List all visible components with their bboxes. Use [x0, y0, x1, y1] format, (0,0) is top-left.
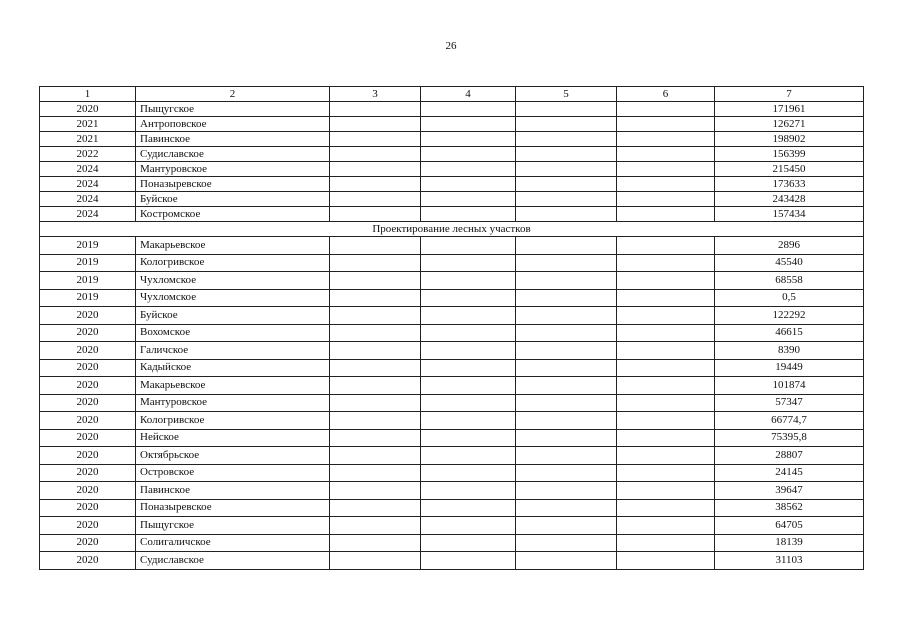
- table-row: [40, 272, 864, 290]
- year-cell: 2020: [40, 377, 136, 395]
- value-cell: 19449: [715, 359, 864, 377]
- forestry-name-cell: Мантуровское: [136, 162, 330, 177]
- table-row: [40, 412, 864, 430]
- empty-cell: [421, 394, 516, 412]
- value-cell: 126271: [715, 117, 864, 132]
- empty-cell: [516, 117, 617, 132]
- empty-cell: [421, 342, 516, 360]
- empty-cell: [516, 254, 617, 272]
- data-table: [39, 86, 864, 570]
- table-row: [40, 499, 864, 517]
- value-cell: 156399: [715, 147, 864, 162]
- page-number: 26: [445, 40, 457, 52]
- empty-cell: [617, 359, 715, 377]
- value-cell: 171961: [715, 102, 864, 117]
- value-cell: 173633: [715, 177, 864, 192]
- value-cell: 45540: [715, 254, 864, 272]
- year-cell: 2019: [40, 237, 136, 255]
- year-cell: 2020: [40, 359, 136, 377]
- empty-cell: [617, 192, 715, 207]
- value-cell: 122292: [715, 307, 864, 325]
- table-row: [40, 207, 864, 222]
- forestry-name-cell: Мантуровское: [136, 394, 330, 412]
- empty-cell: [617, 147, 715, 162]
- empty-cell: [421, 499, 516, 517]
- table-row: [40, 464, 864, 482]
- year-cell: 2019: [40, 254, 136, 272]
- empty-cell: [421, 272, 516, 290]
- year-cell: 2020: [40, 552, 136, 570]
- empty-cell: [617, 132, 715, 147]
- forestry-name-cell: Макарьевское: [136, 237, 330, 255]
- table-row: [40, 307, 864, 325]
- forestry-name-cell: Буйское: [136, 192, 330, 207]
- header-cell: 6: [617, 87, 715, 102]
- table-row: [40, 132, 864, 147]
- empty-cell: [516, 132, 617, 147]
- year-cell: 2022: [40, 147, 136, 162]
- header-cell: 5: [516, 87, 617, 102]
- empty-cell: [516, 237, 617, 255]
- value-cell: 46615: [715, 324, 864, 342]
- year-cell: 2020: [40, 324, 136, 342]
- forestry-name-cell: Антроповское: [136, 117, 330, 132]
- forestry-name-cell: Чухломское: [136, 272, 330, 290]
- empty-cell: [617, 177, 715, 192]
- empty-cell: [617, 289, 715, 307]
- empty-cell: [516, 289, 617, 307]
- empty-cell: [421, 464, 516, 482]
- forestry-name-cell: Чухломское: [136, 289, 330, 307]
- empty-cell: [421, 412, 516, 430]
- value-cell: 198902: [715, 132, 864, 147]
- empty-cell: [330, 447, 421, 465]
- forestry-name-cell: Поназыревское: [136, 177, 330, 192]
- year-cell: 2019: [40, 289, 136, 307]
- empty-cell: [516, 499, 617, 517]
- empty-cell: [617, 447, 715, 465]
- forestry-name-cell: Кологривское: [136, 254, 330, 272]
- year-cell: 2020: [40, 447, 136, 465]
- table-row: [40, 429, 864, 447]
- empty-cell: [617, 482, 715, 500]
- empty-cell: [617, 102, 715, 117]
- table-row: [40, 552, 864, 570]
- empty-cell: [330, 534, 421, 552]
- year-cell: 2020: [40, 464, 136, 482]
- table-row: [40, 517, 864, 535]
- empty-cell: [516, 394, 617, 412]
- table-row: [40, 394, 864, 412]
- value-cell: 66774,7: [715, 412, 864, 430]
- empty-cell: [330, 289, 421, 307]
- value-cell: 24145: [715, 464, 864, 482]
- section-title: Проектирование лесных участков: [40, 222, 864, 237]
- empty-cell: [421, 237, 516, 255]
- empty-cell: [516, 377, 617, 395]
- value-cell: 31103: [715, 552, 864, 570]
- empty-cell: [330, 307, 421, 325]
- header-cell: 1: [40, 87, 136, 102]
- value-cell: 39647: [715, 482, 864, 500]
- year-cell: 2021: [40, 132, 136, 147]
- header-cell: 3: [330, 87, 421, 102]
- empty-cell: [330, 192, 421, 207]
- empty-cell: [421, 192, 516, 207]
- table-row: [40, 342, 864, 360]
- empty-cell: [516, 517, 617, 535]
- table-row: [40, 534, 864, 552]
- empty-cell: [330, 412, 421, 430]
- year-cell: 2024: [40, 192, 136, 207]
- forestry-name-cell: Буйское: [136, 307, 330, 325]
- empty-cell: [330, 147, 421, 162]
- value-cell: 28807: [715, 447, 864, 465]
- table-row: [40, 117, 864, 132]
- empty-cell: [421, 307, 516, 325]
- table-header-row: [40, 87, 864, 102]
- year-cell: 2020: [40, 412, 136, 430]
- empty-cell: [421, 534, 516, 552]
- empty-cell: [421, 377, 516, 395]
- empty-cell: [516, 552, 617, 570]
- header-cell: 2: [136, 87, 330, 102]
- value-cell: 215450: [715, 162, 864, 177]
- forestry-name-cell: Кологривское: [136, 412, 330, 430]
- empty-cell: [330, 359, 421, 377]
- empty-cell: [516, 324, 617, 342]
- empty-cell: [617, 429, 715, 447]
- empty-cell: [330, 237, 421, 255]
- year-cell: 2020: [40, 429, 136, 447]
- empty-cell: [617, 552, 715, 570]
- year-cell: 2024: [40, 162, 136, 177]
- empty-cell: [617, 272, 715, 290]
- empty-cell: [617, 412, 715, 430]
- forestry-name-cell: Галичское: [136, 342, 330, 360]
- empty-cell: [330, 254, 421, 272]
- year-cell: 2021: [40, 117, 136, 132]
- value-cell: 38562: [715, 499, 864, 517]
- forestry-name-cell: Судиславское: [136, 147, 330, 162]
- empty-cell: [330, 102, 421, 117]
- value-cell: 57347: [715, 394, 864, 412]
- empty-cell: [516, 342, 617, 360]
- empty-cell: [330, 162, 421, 177]
- forestry-name-cell: Вохомское: [136, 324, 330, 342]
- empty-cell: [516, 429, 617, 447]
- empty-cell: [617, 394, 715, 412]
- forestry-name-cell: Павинское: [136, 132, 330, 147]
- empty-cell: [330, 377, 421, 395]
- forestry-name-cell: Островское: [136, 464, 330, 482]
- table-row: [40, 377, 864, 395]
- empty-cell: [421, 177, 516, 192]
- empty-cell: [617, 517, 715, 535]
- header-cell: 7: [715, 87, 864, 102]
- empty-cell: [617, 162, 715, 177]
- empty-cell: [516, 359, 617, 377]
- empty-cell: [516, 534, 617, 552]
- section-row: [40, 222, 864, 237]
- table-row: [40, 147, 864, 162]
- table-row: [40, 177, 864, 192]
- empty-cell: [330, 394, 421, 412]
- empty-cell: [421, 102, 516, 117]
- empty-cell: [617, 324, 715, 342]
- empty-cell: [516, 192, 617, 207]
- empty-cell: [516, 272, 617, 290]
- value-cell: 64705: [715, 517, 864, 535]
- empty-cell: [516, 464, 617, 482]
- table-row: [40, 237, 864, 255]
- empty-cell: [330, 324, 421, 342]
- empty-cell: [330, 177, 421, 192]
- empty-cell: [421, 147, 516, 162]
- empty-cell: [516, 307, 617, 325]
- empty-cell: [421, 429, 516, 447]
- forestry-name-cell: Солигаличское: [136, 534, 330, 552]
- empty-cell: [516, 177, 617, 192]
- empty-cell: [617, 499, 715, 517]
- forestry-name-cell: Костромское: [136, 207, 330, 222]
- value-cell: 243428: [715, 192, 864, 207]
- empty-cell: [617, 207, 715, 222]
- value-cell: 18139: [715, 534, 864, 552]
- empty-cell: [516, 207, 617, 222]
- year-cell: 2020: [40, 102, 136, 117]
- year-cell: 2024: [40, 177, 136, 192]
- table-row: [40, 359, 864, 377]
- empty-cell: [421, 289, 516, 307]
- empty-cell: [516, 162, 617, 177]
- empty-cell: [330, 429, 421, 447]
- empty-cell: [421, 132, 516, 147]
- value-cell: 68558: [715, 272, 864, 290]
- header-cell: 4: [421, 87, 516, 102]
- empty-cell: [421, 324, 516, 342]
- empty-cell: [516, 447, 617, 465]
- year-cell: 2024: [40, 207, 136, 222]
- empty-cell: [330, 552, 421, 570]
- table-row: [40, 162, 864, 177]
- empty-cell: [516, 102, 617, 117]
- empty-cell: [617, 117, 715, 132]
- empty-cell: [421, 482, 516, 500]
- empty-cell: [330, 517, 421, 535]
- empty-cell: [617, 534, 715, 552]
- empty-cell: [617, 377, 715, 395]
- forestry-name-cell: Нейское: [136, 429, 330, 447]
- table-row: [40, 289, 864, 307]
- empty-cell: [421, 517, 516, 535]
- forestry-name-cell: Судиславское: [136, 552, 330, 570]
- year-cell: 2019: [40, 272, 136, 290]
- forestry-name-cell: Макарьевское: [136, 377, 330, 395]
- forestry-name-cell: Кадыйское: [136, 359, 330, 377]
- value-cell: 157434: [715, 207, 864, 222]
- year-cell: 2020: [40, 394, 136, 412]
- empty-cell: [330, 207, 421, 222]
- empty-cell: [516, 482, 617, 500]
- empty-cell: [330, 499, 421, 517]
- empty-cell: [330, 342, 421, 360]
- value-cell: 8390: [715, 342, 864, 360]
- value-cell: 0,5: [715, 289, 864, 307]
- empty-cell: [421, 117, 516, 132]
- empty-cell: [330, 464, 421, 482]
- empty-cell: [421, 552, 516, 570]
- empty-cell: [421, 447, 516, 465]
- empty-cell: [617, 237, 715, 255]
- table-row: [40, 254, 864, 272]
- year-cell: 2020: [40, 342, 136, 360]
- table-row: [40, 102, 864, 117]
- empty-cell: [421, 359, 516, 377]
- value-cell: 101874: [715, 377, 864, 395]
- value-cell: 75395,8: [715, 429, 864, 447]
- empty-cell: [330, 132, 421, 147]
- table-row: [40, 324, 864, 342]
- forestry-name-cell: Октябрьское: [136, 447, 330, 465]
- empty-cell: [617, 254, 715, 272]
- empty-cell: [617, 464, 715, 482]
- forestry-name-cell: Пыщугское: [136, 102, 330, 117]
- forestry-name-cell: Пыщугское: [136, 517, 330, 535]
- empty-cell: [421, 162, 516, 177]
- year-cell: 2020: [40, 482, 136, 500]
- table-row: [40, 482, 864, 500]
- table-row: [40, 192, 864, 207]
- year-cell: 2020: [40, 534, 136, 552]
- empty-cell: [516, 147, 617, 162]
- empty-cell: [330, 117, 421, 132]
- empty-cell: [617, 342, 715, 360]
- empty-cell: [617, 307, 715, 325]
- empty-cell: [516, 412, 617, 430]
- empty-cell: [330, 272, 421, 290]
- empty-cell: [330, 482, 421, 500]
- empty-cell: [421, 207, 516, 222]
- empty-cell: [421, 254, 516, 272]
- forestry-name-cell: Поназыревское: [136, 499, 330, 517]
- forestry-name-cell: Павинское: [136, 482, 330, 500]
- value-cell: 2896: [715, 237, 864, 255]
- table-row: [40, 447, 864, 465]
- year-cell: 2020: [40, 307, 136, 325]
- year-cell: 2020: [40, 499, 136, 517]
- year-cell: 2020: [40, 517, 136, 535]
